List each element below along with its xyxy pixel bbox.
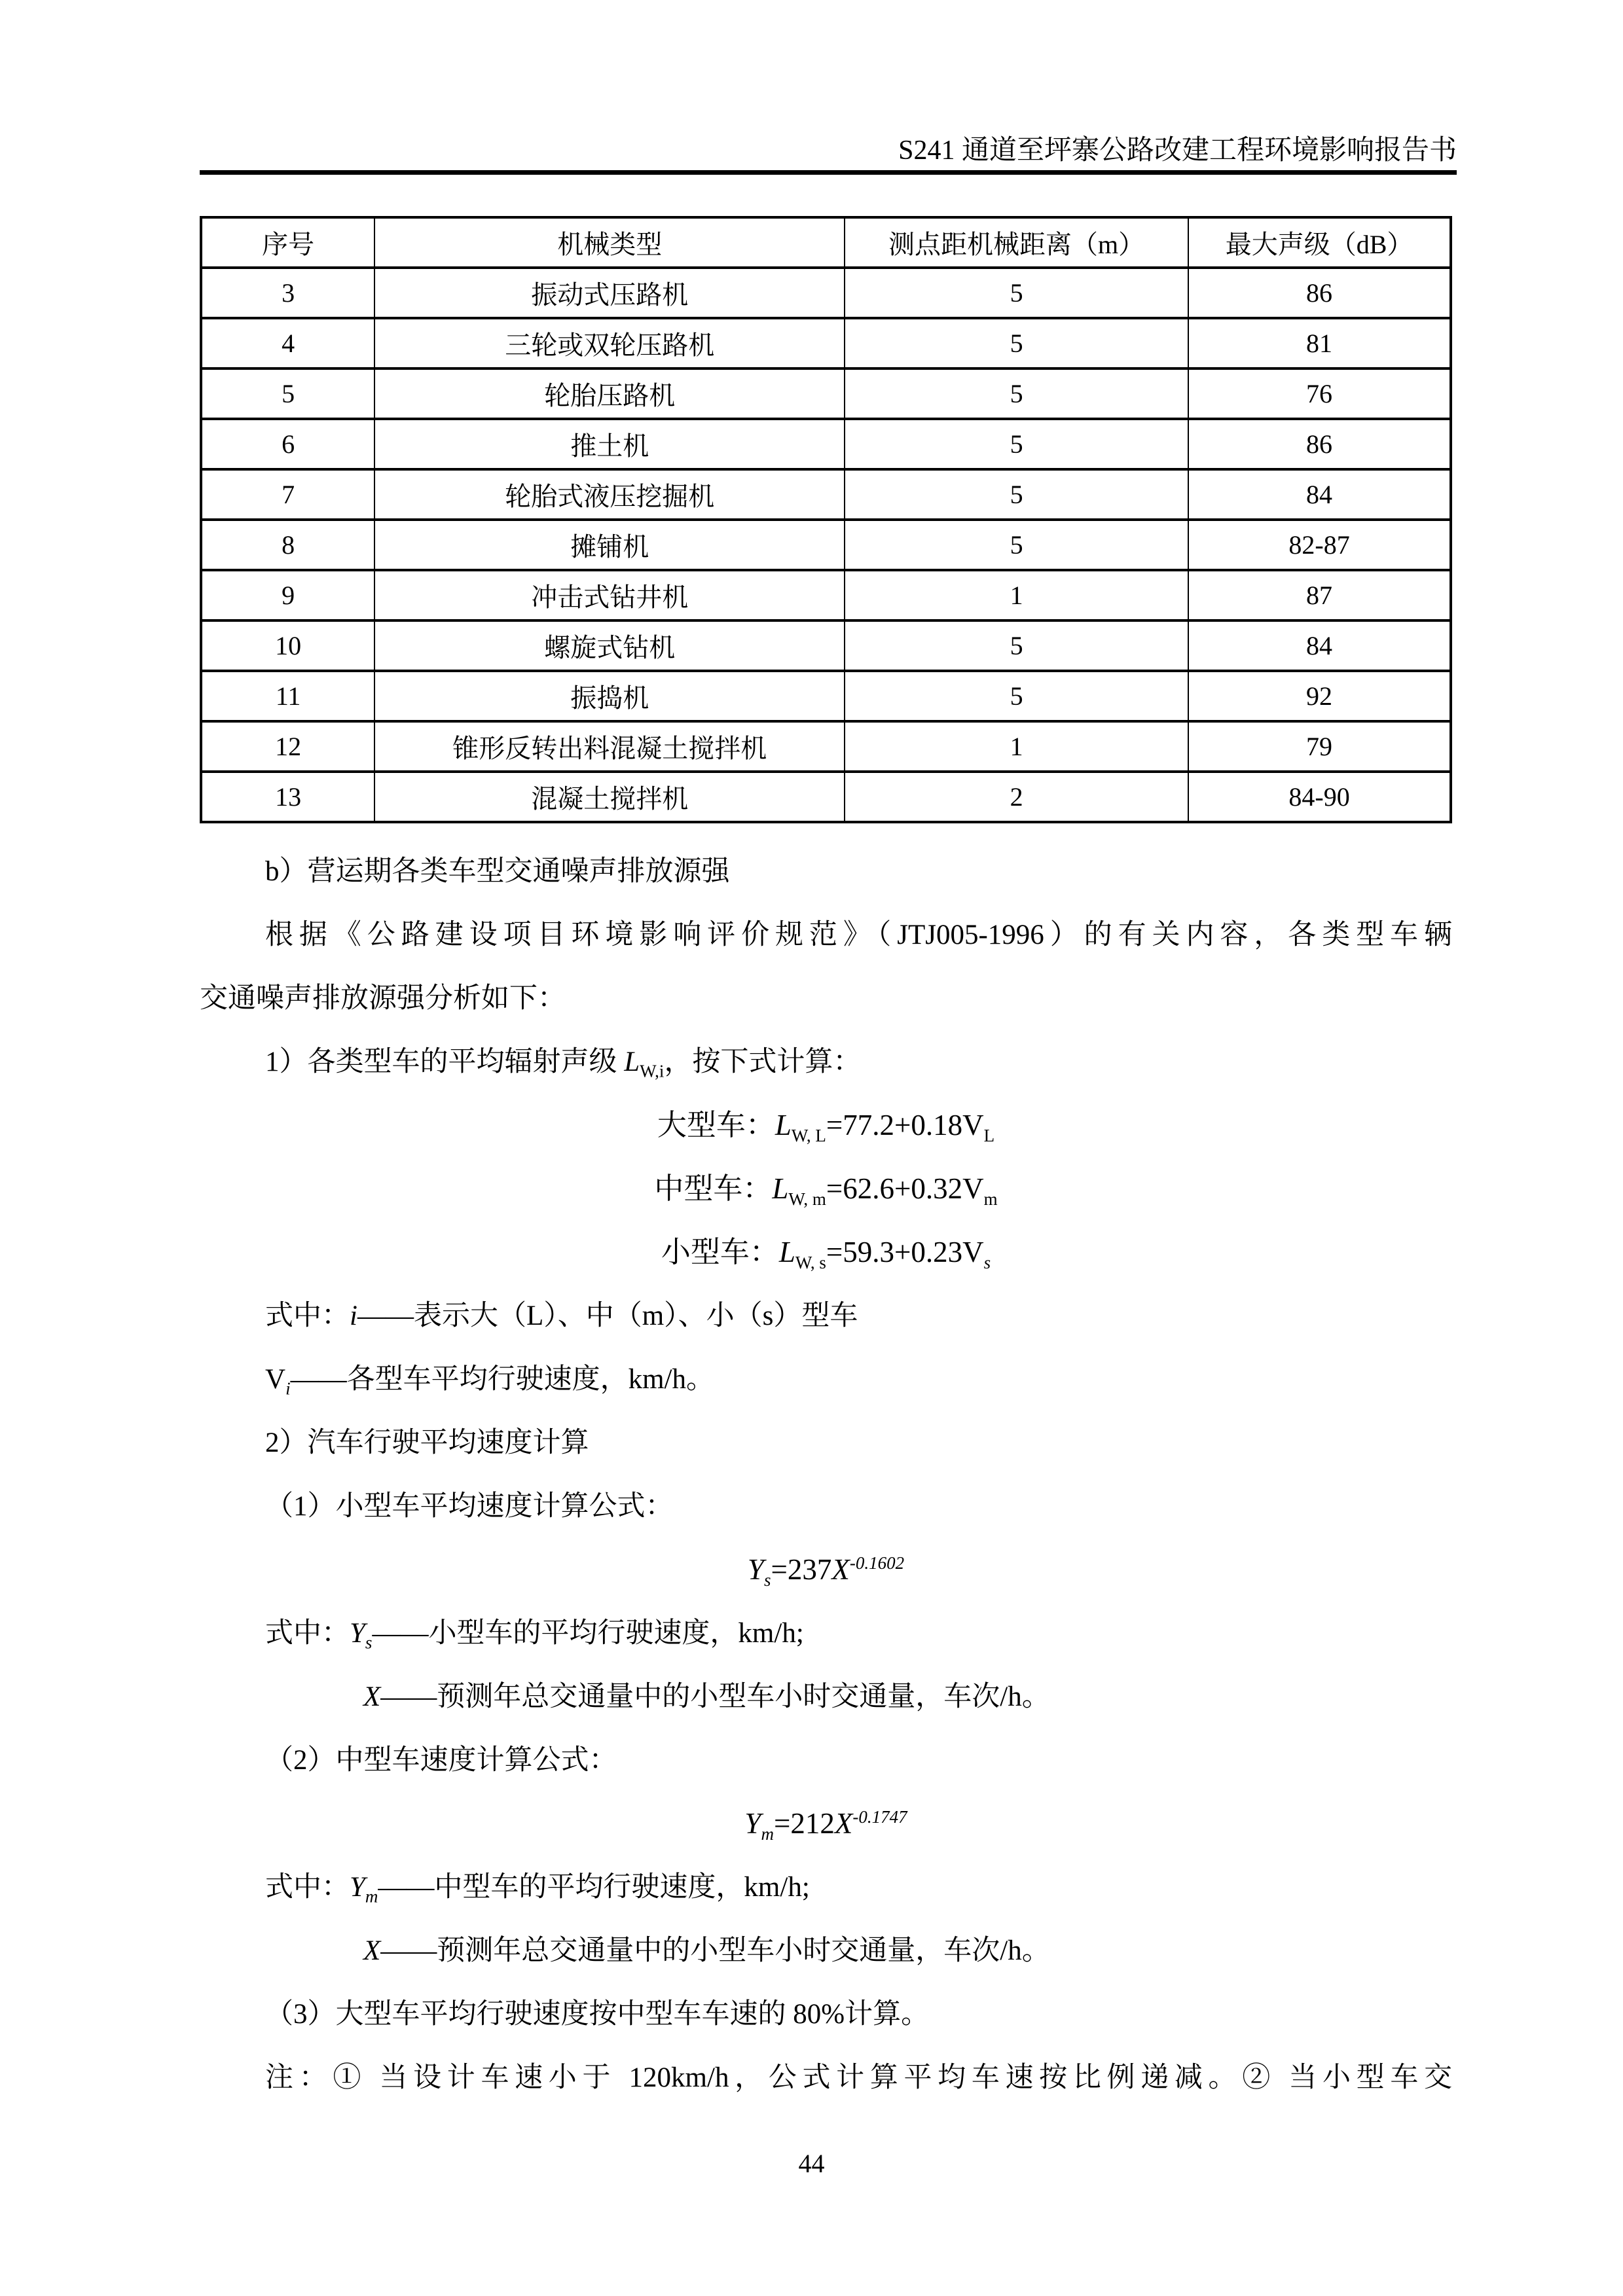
item1-pre: 1）各类型车的平均辐射声级 [265, 1047, 625, 1077]
where-post: ——各型车平均行驶速度，km/h。 [290, 1364, 714, 1395]
formula-sub: W, L [791, 1126, 826, 1145]
table-row [201, 721, 1451, 772]
col-header-level: 最大声级（dB） [1188, 217, 1451, 268]
formula-var: Y [747, 1553, 764, 1586]
formula-var: Y [744, 1807, 761, 1840]
where-sub: i [285, 1378, 291, 1399]
formula-body: =62.6+0.32 [826, 1172, 963, 1205]
cell-type: 振捣机 [374, 671, 845, 721]
formula-sub2: m [983, 1189, 998, 1209]
table-row [201, 268, 1451, 318]
cell-type: 推土机 [374, 419, 845, 469]
cell-level: 81 [1188, 318, 1451, 368]
cell-index: 10 [201, 620, 374, 671]
where-sub: m [365, 1886, 378, 1907]
cell-distance: 5 [845, 318, 1188, 368]
item2-3-heading: （3）大型车平均行驶速度按中型车车速的 80%计算。 [265, 1999, 930, 2030]
formula-var2: X [831, 1553, 850, 1586]
section-b-heading: b）营运期各类车型交通噪声排放源强 [265, 856, 730, 887]
cell-level: 92 [1188, 671, 1451, 721]
where-i-line [200, 1284, 1452, 1348]
cell-distance: 2 [845, 772, 1188, 822]
cell-level: 87 [1188, 570, 1451, 620]
where-var: Y [350, 1618, 365, 1649]
table-row [201, 620, 1451, 671]
formula-var: L [775, 1109, 792, 1141]
formula-sub: s [763, 1570, 771, 1590]
cell-index: 6 [201, 419, 374, 469]
header-rule [200, 170, 1457, 175]
cell-type: 轮胎压路机 [374, 368, 845, 419]
formula-ym [200, 1792, 1452, 1856]
item1-post: ，按下式计算： [664, 1047, 862, 1077]
machinery-noise-table [200, 216, 1452, 823]
table-row [201, 772, 1451, 822]
cell-level: 84 [1188, 469, 1451, 520]
cell-type: 轮胎式液压挖掘机 [374, 469, 845, 520]
formula-body: =212 [773, 1807, 835, 1840]
cell-level: 86 [1188, 419, 1451, 469]
formula-var2: V [962, 1172, 984, 1205]
cell-distance: 5 [845, 520, 1188, 570]
where-var: i [350, 1300, 357, 1331]
item2-1-heading: （1）小型车平均速度计算公式： [265, 1491, 674, 1522]
formula-sub: m [761, 1824, 774, 1844]
table-row [201, 520, 1451, 570]
cell-index: 8 [201, 520, 374, 570]
where-pre: 式中： [265, 1618, 350, 1649]
table-row [201, 318, 1451, 368]
note-line: 注：① 当设计车速小于 120km/h，公式计算平均车速按比例递减。② 当小型车交 [265, 2062, 1452, 2093]
formula-small-vehicle [200, 1221, 1452, 1284]
formula-body: =77.2+0.18 [826, 1109, 963, 1141]
formula-ys [200, 1538, 1452, 1602]
table-row [201, 671, 1451, 721]
cell-type: 摊铺机 [374, 520, 845, 570]
formula-var: L [778, 1236, 795, 1268]
item1-heading [200, 1030, 1452, 1094]
cell-index: 13 [201, 772, 374, 822]
cell-level: 79 [1188, 721, 1451, 772]
where-post: ——表示大（L）、中（m）、小（s）型车 [357, 1300, 858, 1331]
cell-level: 84-90 [1188, 772, 1451, 822]
cell-type: 混凝土搅拌机 [374, 772, 845, 822]
formula-label: 中型车： [654, 1172, 773, 1205]
formula-medium-vehicle [200, 1157, 1452, 1221]
item1-var: L [624, 1047, 640, 1077]
formula-exp: -0.1602 [849, 1553, 905, 1573]
x-var: X [363, 1935, 381, 1966]
formula-var2: V [962, 1109, 984, 1141]
where-pre: 式中： [265, 1872, 350, 1903]
col-header-distance: 测点距机械距离（m） [845, 217, 1188, 268]
table-row [201, 570, 1451, 620]
cell-index: 12 [201, 721, 374, 772]
x-definition-line [200, 1919, 1452, 1982]
formula-exp: -0.1747 [852, 1807, 907, 1827]
formula-label: 大型车： [657, 1109, 775, 1141]
cell-index: 9 [201, 570, 374, 620]
item1-sub: W,i [640, 1061, 665, 1081]
cell-index: 5 [201, 368, 374, 419]
cell-distance: 1 [845, 721, 1188, 772]
table-header-row [201, 217, 1451, 268]
col-header-index: 序号 [201, 217, 374, 268]
cell-distance: 5 [845, 469, 1188, 520]
where-ys-line [200, 1602, 1452, 1665]
cell-level: 84 [1188, 620, 1451, 671]
cell-type: 螺旋式钻机 [374, 620, 845, 671]
x-post: ——预测年总交通量中的小型车小时交通量，车次/h。 [380, 1935, 1050, 1966]
where-var: Y [350, 1872, 365, 1903]
cell-level: 82-87 [1188, 520, 1451, 570]
formula-large-vehicle [200, 1094, 1452, 1157]
where-sub: s [365, 1632, 373, 1653]
cell-type: 锥形反转出料混凝土搅拌机 [374, 721, 845, 772]
formula-var: L [772, 1172, 789, 1205]
basis-paragraph-line2: 交通噪声排放源强分析如下： [200, 983, 566, 1014]
cell-distance: 5 [845, 419, 1188, 469]
cell-type: 冲击式钻井机 [374, 570, 845, 620]
cell-index: 3 [201, 268, 374, 318]
where-post: ——小型车的平均行驶速度，km/h; [372, 1618, 804, 1649]
table-row [201, 469, 1451, 520]
item2-heading: 2）汽车行驶平均速度计算 [265, 1427, 589, 1458]
cell-index: 7 [201, 469, 374, 520]
x-var: X [363, 1681, 381, 1712]
item2-2-heading: （2）中型车速度计算公式： [265, 1745, 617, 1776]
cell-distance: 5 [845, 620, 1188, 671]
cell-distance: 5 [845, 671, 1188, 721]
cell-distance: 5 [845, 268, 1188, 318]
header-title: S241 通道至坪寨公路改建工程环境影响报告书 [898, 135, 1457, 166]
formula-var2: V [962, 1236, 984, 1268]
cell-type: 振动式压路机 [374, 268, 845, 318]
col-header-type: 机械类型 [374, 217, 845, 268]
table-row [201, 368, 1451, 419]
formula-body: =237 [771, 1553, 832, 1586]
cell-index: 4 [201, 318, 374, 368]
where-vi-line [200, 1348, 1452, 1411]
basis-paragraph-line1: 根据《公路建设项目环境影响评价规范》（JTJ005-1996）的有关内容，各类型车辆 [265, 920, 1452, 950]
cell-type: 三轮或双轮压路机 [374, 318, 845, 368]
x-definition-line [200, 1665, 1452, 1729]
cell-level: 86 [1188, 268, 1451, 318]
formula-body: =59.3+0.23 [826, 1236, 963, 1268]
where-pre: 式中： [265, 1300, 350, 1331]
body-content [200, 840, 1452, 2109]
table-row [201, 419, 1451, 469]
formula-var2: X [834, 1807, 853, 1840]
formula-sub2: s [983, 1253, 991, 1272]
cell-index: 11 [201, 671, 374, 721]
x-post: ——预测年总交通量中的小型车小时交通量，车次/h。 [380, 1681, 1050, 1712]
cell-distance: 5 [845, 368, 1188, 419]
formula-sub: W, m [788, 1189, 826, 1209]
cell-distance: 1 [845, 570, 1188, 620]
formula-sub2: L [983, 1126, 995, 1145]
cell-level: 76 [1188, 368, 1451, 419]
formula-sub: W, s [795, 1253, 826, 1272]
page-number: 44 [798, 2149, 825, 2178]
where-ym-line [200, 1856, 1452, 1919]
where-post: ——中型车的平均行驶速度，km/h; [378, 1872, 810, 1903]
where-var: V [265, 1364, 286, 1395]
formula-label: 小型车： [661, 1236, 779, 1268]
